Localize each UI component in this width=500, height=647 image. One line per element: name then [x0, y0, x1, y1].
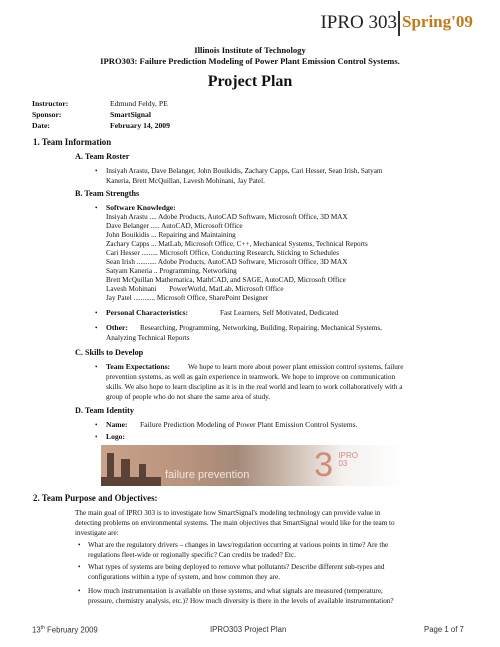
bullet-icon: • — [95, 204, 98, 212]
expectations-line-2: prevention systems, as well as gain experience in teamwork. We hope to improve on communication — [106, 373, 396, 381]
software-row-8: Brett McQuillan Mathematica, MathCAD, and SAGE, AutoCAD, Microsoft Office — [106, 276, 346, 284]
other-value-1: Researching, Programming, Networking, Building, Repairing, Mechanical Systems, — [140, 324, 382, 332]
section-2-heading: 2. Team Purpose and Objectives: — [33, 493, 158, 503]
date-value: February 14, 2009 — [110, 121, 170, 130]
team-logo — [101, 445, 403, 486]
bullet-icon: • — [95, 363, 98, 371]
software-row-3: John Bouikidis ... Repairing and Maintaining — [106, 231, 236, 239]
expectations-line-1: We hope to learn more about power plant emission control systems, failure — [188, 363, 404, 371]
bullet-icon: • — [78, 587, 81, 595]
personal-label: Personal Characteristics: — [106, 308, 189, 317]
expectations-line-3: skills. We also hope to learn discipline as it is in the real world and learn to work collaboratively with a — [106, 383, 403, 391]
project-title: IPRO303: Failure Prediction Modeling of Power Plant Emission Control Systems. — [100, 56, 400, 66]
footer-page-number: Page 1 of 7 — [424, 625, 464, 634]
software-row-9: Lavesh Mohinani PowerWorld, MatLab, Microsoft Office — [106, 285, 284, 293]
sponsor-label: Sponsor: — [32, 110, 62, 119]
date-label: Date: — [32, 121, 50, 130]
logo-text: failure prevention — [165, 469, 250, 481]
footer-date: 13th February 2009 — [32, 625, 98, 635]
objective-2-line-2: configurations within a type of system, and how common they are. — [88, 573, 281, 581]
institute-name: Illinois Institute of Technology — [194, 45, 306, 55]
identity-heading: D. Team Identity — [75, 406, 134, 415]
objective-2-line-1: What types of systems are being deployed to remove what pollutants? Describe different sub-types and — [88, 563, 385, 571]
software-row-2: Dave Belanger ..... AutoCAD, Microsoft Office — [106, 222, 243, 230]
instructor-label: Instructor: — [32, 99, 69, 108]
logo-ipro-text: IPRO 03 — [338, 451, 358, 468]
software-row-4: Zachary Capps ... MatLab, Microsoft Office, C++, Mechanical Systems, Technical Reports — [106, 240, 368, 248]
bullet-icon: • — [95, 167, 98, 175]
expectations-line-4: group of people who do not share the same area of study. — [106, 393, 270, 401]
software-row-5: Cari Hesser ......... Microsoft Office, Conducting Research, Sticking to Schedules — [106, 249, 340, 257]
sponsor-value: SmartSignal — [110, 110, 152, 119]
header-term: Spring'09 — [402, 12, 473, 31]
expectations-label: Team Expectations: — [106, 362, 171, 371]
other-value-2: Analyzing Technical Reports — [106, 334, 190, 342]
objective-3-line-1: How much instrumentation is available on these systems, and what signals are measured (temperature, — [88, 587, 383, 595]
name-value: Failure Prediction Modeling of Power Plant Emission Control Systems. — [140, 420, 358, 429]
logo-label: Logo: — [106, 432, 125, 441]
purpose-line-1: The main goal of IPRO 303 is to investigate how SmartSignal's modeling technology can provide value in — [75, 509, 381, 517]
software-label: Software Knowledge: — [106, 203, 176, 212]
team-strengths-heading: B. Team Strengths — [75, 189, 140, 198]
name-label: Name: — [106, 420, 128, 429]
logo-number: 3 — [314, 446, 333, 484]
bullet-icon: • — [95, 309, 98, 317]
software-row-10: Jay Patel ............ Microsoft Office, SharePoint Designer — [106, 294, 269, 302]
bullet-icon: • — [95, 324, 98, 332]
purpose-line-2: detecting problems on environmental systems. The main objectives that SmartSignal would like for the team to — [75, 519, 395, 527]
page-title: Project Plan — [207, 73, 293, 90]
bullet-icon: • — [95, 433, 98, 441]
bullet-icon: • — [78, 563, 81, 571]
bullet-icon: • — [78, 541, 81, 549]
instructor-value: Edmund Feldy, PE — [110, 99, 168, 108]
other-label: Other: — [106, 323, 128, 332]
roster-line-2: Kaneria, Brett McQuillan, Lavesh Mohinani, Jay Patel. — [106, 177, 265, 185]
footer-doc-title: IPRO303 Project Plan — [210, 625, 287, 634]
section-1-heading: 1. Team Information — [33, 137, 112, 147]
personal-value: Fast Learners, Self Motivated, Dedicated — [220, 309, 339, 317]
objective-1-line-1: What are the regulatory drivers – changes in laws/regulation occurring at various points in time? Are the — [88, 541, 389, 549]
bullet-icon: • — [95, 421, 98, 429]
software-row-6: Sean Irish ........... Adobe Products, AutoCAD Software, Microsoft Office, 3D MAX — [106, 258, 348, 266]
roster-line-1: Insiyah Arastu, Dave Belanger, John Bouikidis, Zachary Capps, Cari Hesser, Sean Irish, Satyam — [106, 167, 383, 175]
purpose-line-3: investigate are: — [75, 529, 119, 537]
header-course: IPRO 303 — [320, 12, 397, 33]
objective-1-line-2: regulations fleet-wide or regionally specific? Can credits be traded? Etc. — [88, 551, 296, 559]
software-row-1: Insiyah Arastu .... Adobe Products, AutoCAD Software, Microsoft Office, 3D MAX — [106, 213, 348, 221]
objective-3-line-2: pressure, chemistry analysis, etc.)? How much diversity is there in the levels of available instrumentation? — [88, 597, 394, 605]
header-divider — [398, 11, 400, 36]
factory-base-shape — [101, 477, 161, 486]
skills-heading: C. Skills to Develop — [75, 348, 144, 357]
software-row-7: Satyam Kaneria .. Programming, Networking — [106, 267, 237, 275]
team-roster-heading: A. Team Roster — [75, 152, 130, 161]
